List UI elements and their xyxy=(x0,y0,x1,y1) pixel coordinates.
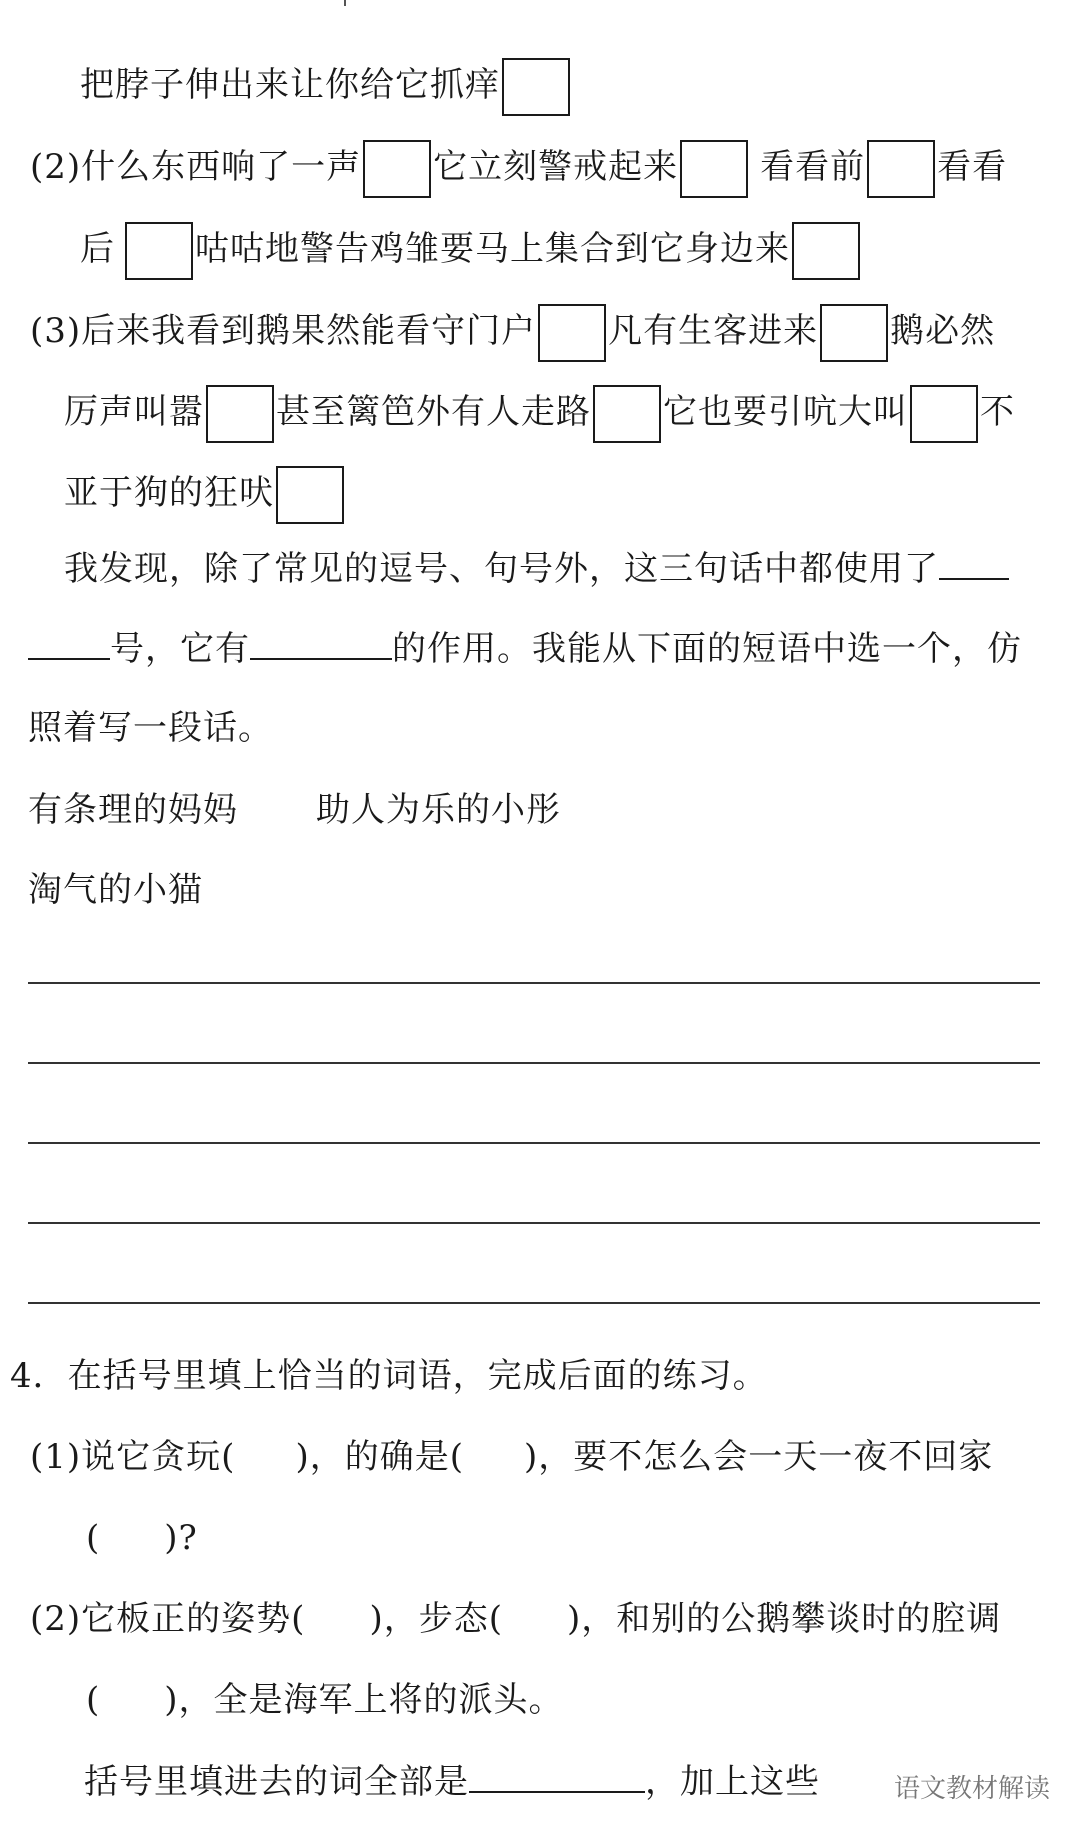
item-text: 它立刻警戒起来 xyxy=(433,147,679,187)
q3-item2-line2 xyxy=(80,222,862,280)
punct-box[interactable] xyxy=(680,140,748,198)
item-text: 鹅必然 xyxy=(890,311,996,351)
watermark: 语文教材解读 xyxy=(893,1774,1050,1804)
fill-blank[interactable] xyxy=(939,548,1009,580)
item-text: 后来我看到鹅果然能看守门户 xyxy=(81,311,537,351)
writing-line[interactable] xyxy=(28,1142,1040,1144)
discover-text: 的作用。我能从下面的短语中选一个，仿 xyxy=(392,629,1022,669)
item-number: (1) xyxy=(30,1437,82,1477)
phrase-option-3: 淘气的小猫 xyxy=(28,870,203,910)
item-number: (2) xyxy=(30,147,82,187)
item-text: )，和别的公鹅攀谈时的腔调 xyxy=(566,1599,1002,1639)
fill-blank[interactable] xyxy=(250,628,392,660)
item-text: 看看 xyxy=(937,147,1008,187)
punct-box[interactable] xyxy=(125,222,193,280)
q4-item1-line1 xyxy=(30,1437,993,1477)
punct-box[interactable] xyxy=(206,385,274,443)
discover-line3: 照着写一段话。 xyxy=(28,708,273,748)
item-number: (3) xyxy=(30,311,82,351)
q4-title: 4．在括号里填上恰当的词语，完成后面的练习。 xyxy=(10,1356,768,1396)
item-text: )，步态( xyxy=(369,1599,503,1639)
summary-text: ，加上这些 xyxy=(645,1762,820,1802)
q4-item1-line2 xyxy=(86,1518,198,1558)
q3-item2-line1 xyxy=(30,140,1007,198)
summary-text: 括号里填进去的词全部是 xyxy=(84,1762,469,1802)
punct-box[interactable] xyxy=(867,140,935,198)
item-text: 凡有生客进来 xyxy=(608,311,819,351)
phrase-option-1: 有条理的妈妈 xyxy=(28,790,238,830)
q3-item3-line1 xyxy=(30,304,995,362)
punct-box[interactable] xyxy=(593,385,661,443)
q3-item3-line2 xyxy=(64,385,1015,443)
item-text: 咕咕地警告鸡雏要马上集合到它身边来 xyxy=(195,229,790,269)
item-number: (2) xyxy=(30,1599,82,1639)
discover-line2 xyxy=(28,628,1022,669)
item-text: 亚于狗的狂吠 xyxy=(64,473,274,513)
writing-line[interactable] xyxy=(28,1222,1040,1224)
q3-item3-line3 xyxy=(64,466,346,524)
top-tick-mark xyxy=(344,0,346,6)
item-text: 说它贪玩( xyxy=(81,1437,236,1477)
item-text: )，的确是( xyxy=(295,1437,464,1477)
writing-line[interactable] xyxy=(28,982,1040,984)
punct-box[interactable] xyxy=(792,222,860,280)
q3-item1-tail xyxy=(80,58,572,116)
item-text: 不 xyxy=(980,392,1015,432)
item-text: )，要不怎么会一天一夜不回家 xyxy=(523,1437,994,1477)
item-text: )? xyxy=(164,1518,198,1558)
item-text: 它板正的姿势( xyxy=(81,1599,306,1639)
item-text: ( xyxy=(86,1518,101,1558)
item-text: 后 xyxy=(80,229,115,269)
q4-item2-line1 xyxy=(30,1599,1001,1639)
fill-blank[interactable] xyxy=(28,628,110,660)
q3-item1-text: 把脖子伸出来让你给它抓痒 xyxy=(80,65,500,105)
item-text: )，全是海军上将的派头。 xyxy=(164,1680,564,1720)
discover-text: 号，它有 xyxy=(110,629,250,669)
q4-item2-line2 xyxy=(86,1680,564,1720)
writing-line[interactable] xyxy=(28,1062,1040,1064)
item-text: 看看前 xyxy=(760,147,866,187)
item-text: 它也要引吭大叫 xyxy=(663,392,908,432)
item-text: 甚至篱笆外有人走路 xyxy=(276,392,591,432)
punct-box[interactable] xyxy=(502,58,570,116)
punct-box[interactable] xyxy=(820,304,888,362)
item-text: 什么东西响了一声 xyxy=(81,147,362,187)
punct-box[interactable] xyxy=(910,385,978,443)
discover-line1 xyxy=(64,548,1009,589)
writing-line[interactable] xyxy=(28,1302,1040,1304)
item-text: 厉声叫嚣 xyxy=(64,392,204,432)
discover-text: 我发现，除了常见的逗号、句号外，这三句话中都使用了 xyxy=(64,549,939,589)
punct-box[interactable] xyxy=(538,304,606,362)
punct-box[interactable] xyxy=(276,466,344,524)
phrase-option-2: 助人为乐的小彤 xyxy=(316,790,561,830)
punct-box[interactable] xyxy=(363,140,431,198)
item-text: ( xyxy=(86,1680,101,1720)
fill-blank[interactable] xyxy=(469,1761,645,1793)
q4-summary-line xyxy=(84,1761,820,1802)
